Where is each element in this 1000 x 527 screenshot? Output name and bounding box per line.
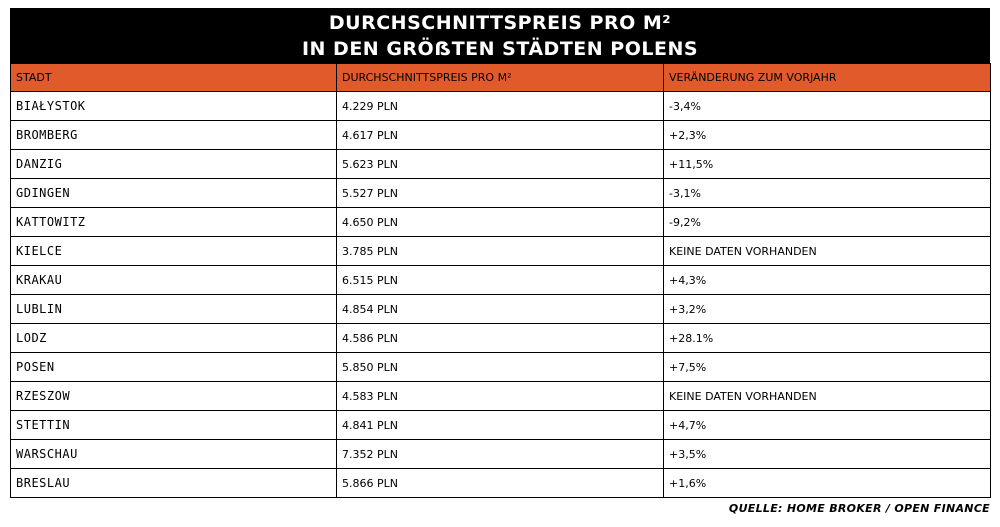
source-note: QUELLE: HOME BROKER / OPEN FINANCE bbox=[728, 502, 990, 515]
change-cell: +3,5% bbox=[664, 440, 991, 469]
header-change: VERÄNDERUNG ZUM VORJAHR bbox=[664, 64, 991, 92]
table-row bbox=[11, 411, 991, 440]
city-cell: POSEN bbox=[11, 353, 337, 382]
price-cell: 7.352 PLN bbox=[337, 440, 664, 469]
price-cell: 5.866 PLN bbox=[337, 469, 664, 498]
table-row bbox=[11, 150, 991, 179]
change-cell: -3,4% bbox=[664, 92, 991, 121]
change-cell: +1,6% bbox=[664, 469, 991, 498]
city-cell: BRESLAU bbox=[11, 469, 337, 498]
price-cell: 3.785 PLN bbox=[337, 237, 664, 266]
city-cell: GDINGEN bbox=[11, 179, 337, 208]
city-cell: DANZIG bbox=[11, 150, 337, 179]
city-cell: STETTIN bbox=[11, 411, 337, 440]
header-price: DURCHSCHNITTSPREIS PRO M² bbox=[337, 64, 664, 92]
city-cell: WARSCHAU bbox=[11, 440, 337, 469]
table-row bbox=[11, 324, 991, 353]
price-cell: 4.229 PLN bbox=[337, 92, 664, 121]
table-row bbox=[11, 353, 991, 382]
table-row bbox=[11, 208, 991, 237]
title-line-2: IN DEN GRÖẞTEN STÄDTEN POLENS bbox=[301, 38, 699, 60]
city-cell: KRAKAU bbox=[11, 266, 337, 295]
change-cell: +2,3% bbox=[664, 121, 991, 150]
change-cell: +11,5% bbox=[664, 150, 991, 179]
table-row bbox=[11, 469, 991, 498]
table-row bbox=[11, 382, 991, 411]
table-body bbox=[11, 92, 991, 498]
price-cell: 5.850 PLN bbox=[337, 353, 664, 382]
price-cell: 4.586 PLN bbox=[337, 324, 664, 353]
title-line-1: DURCHSCHNITTSPREIS PRO M² bbox=[328, 12, 672, 34]
table-row bbox=[11, 295, 991, 324]
table-row bbox=[11, 92, 991, 121]
table-row bbox=[11, 121, 991, 150]
table-header bbox=[11, 64, 991, 92]
change-cell: +3,2% bbox=[664, 295, 991, 324]
change-cell: +4,3% bbox=[664, 266, 991, 295]
header-row bbox=[11, 64, 991, 92]
price-cell: 4.617 PLN bbox=[337, 121, 664, 150]
table-row bbox=[11, 266, 991, 295]
city-cell: KIELCE bbox=[11, 237, 337, 266]
price-cell: 5.527 PLN bbox=[337, 179, 664, 208]
price-cell: 4.854 PLN bbox=[337, 295, 664, 324]
table-row bbox=[11, 440, 991, 469]
change-cell: +7,5% bbox=[664, 353, 991, 382]
price-cell: 4.841 PLN bbox=[337, 411, 664, 440]
table-row bbox=[11, 237, 991, 266]
city-cell: KATTOWITZ bbox=[11, 208, 337, 237]
city-cell: LUBLIN bbox=[11, 295, 337, 324]
price-cell: 4.583 PLN bbox=[337, 382, 664, 411]
city-cell: BIAŁYSTOK bbox=[11, 92, 337, 121]
change-cell: +4,7% bbox=[664, 411, 991, 440]
change-cell: +28.1% bbox=[664, 324, 991, 353]
header-city: STADT bbox=[11, 64, 337, 92]
price-cell: 6.515 PLN bbox=[337, 266, 664, 295]
city-cell: LODZ bbox=[11, 324, 337, 353]
price-cell: 4.650 PLN bbox=[337, 208, 664, 237]
city-cell: BROMBERG bbox=[11, 121, 337, 150]
change-cell: KEINE DATEN VORHANDEN bbox=[664, 237, 991, 266]
change-cell: -9,2% bbox=[664, 208, 991, 237]
table-row bbox=[11, 179, 991, 208]
change-cell: -3,1% bbox=[664, 179, 991, 208]
city-cell: RZESZOW bbox=[11, 382, 337, 411]
price-table bbox=[10, 63, 991, 498]
change-cell: KEINE DATEN VORHANDEN bbox=[664, 382, 991, 411]
title-banner bbox=[10, 8, 990, 63]
price-cell: 5.623 PLN bbox=[337, 150, 664, 179]
